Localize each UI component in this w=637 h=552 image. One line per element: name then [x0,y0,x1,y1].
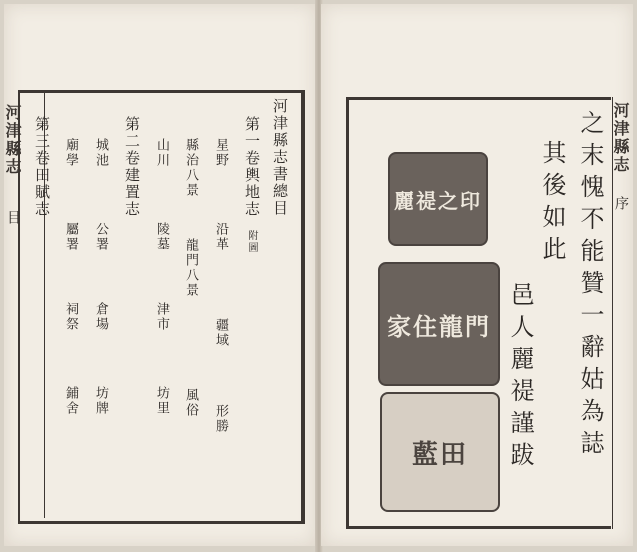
toc-item: 縣治八景 [183,138,198,198]
volume-2-heading: 第二卷建置志 [123,116,141,218]
seal-1 [388,152,488,246]
toc-item: 屬署 [63,222,78,252]
toc-item: 陵墓 [154,222,169,252]
seal-3 [380,392,500,512]
toc-item: 廟學 [63,138,78,168]
toc-title: 河津縣志書總目 [271,98,289,217]
toc-item: 公署 [93,222,108,252]
seal-1-glyph: 麗禔之印 [394,188,482,213]
volume-3-heading: 第三卷田賦志 [33,116,51,218]
seal-2-glyph: 家住龍門 [387,311,491,341]
left-margin-title: 河津縣志 [3,104,22,176]
right-margin-title: 河津縣志 [611,102,630,174]
toc-item: 風俗 [183,388,198,418]
toc-item: 倉場 [93,302,108,332]
toc-item: 疆域 [213,318,228,348]
seal-3-glyph: 藍田 [411,439,468,470]
preface-signature: 邑人麗禔謹跋 [506,282,534,474]
toc-item: 形勝 [213,404,228,434]
volume-1-note: 附圖 [246,230,257,254]
toc-item: 鋪舍 [63,386,78,416]
toc-item: 龍門八景 [183,238,198,298]
toc-item: 坊牌 [93,386,108,416]
toc-item: 坊里 [154,386,169,416]
preface-text-col-2: 其後如此 [538,140,566,268]
toc-item: 星野 [213,138,228,168]
preface-text-col-1: 之末愧不能贊一辭姑為誌 [576,110,604,462]
toc-item: 祠祭 [63,302,78,332]
toc-item: 城池 [93,138,108,168]
toc-item: 津市 [154,302,169,332]
left-margin-sub: 目 [5,210,21,226]
seal-2 [378,262,500,386]
volume-1-heading: 第一卷輿地志 [243,116,261,218]
toc-item: 山川 [154,138,169,168]
right-margin-sub: 序 [613,196,629,212]
toc-item: 沿革 [213,222,228,252]
